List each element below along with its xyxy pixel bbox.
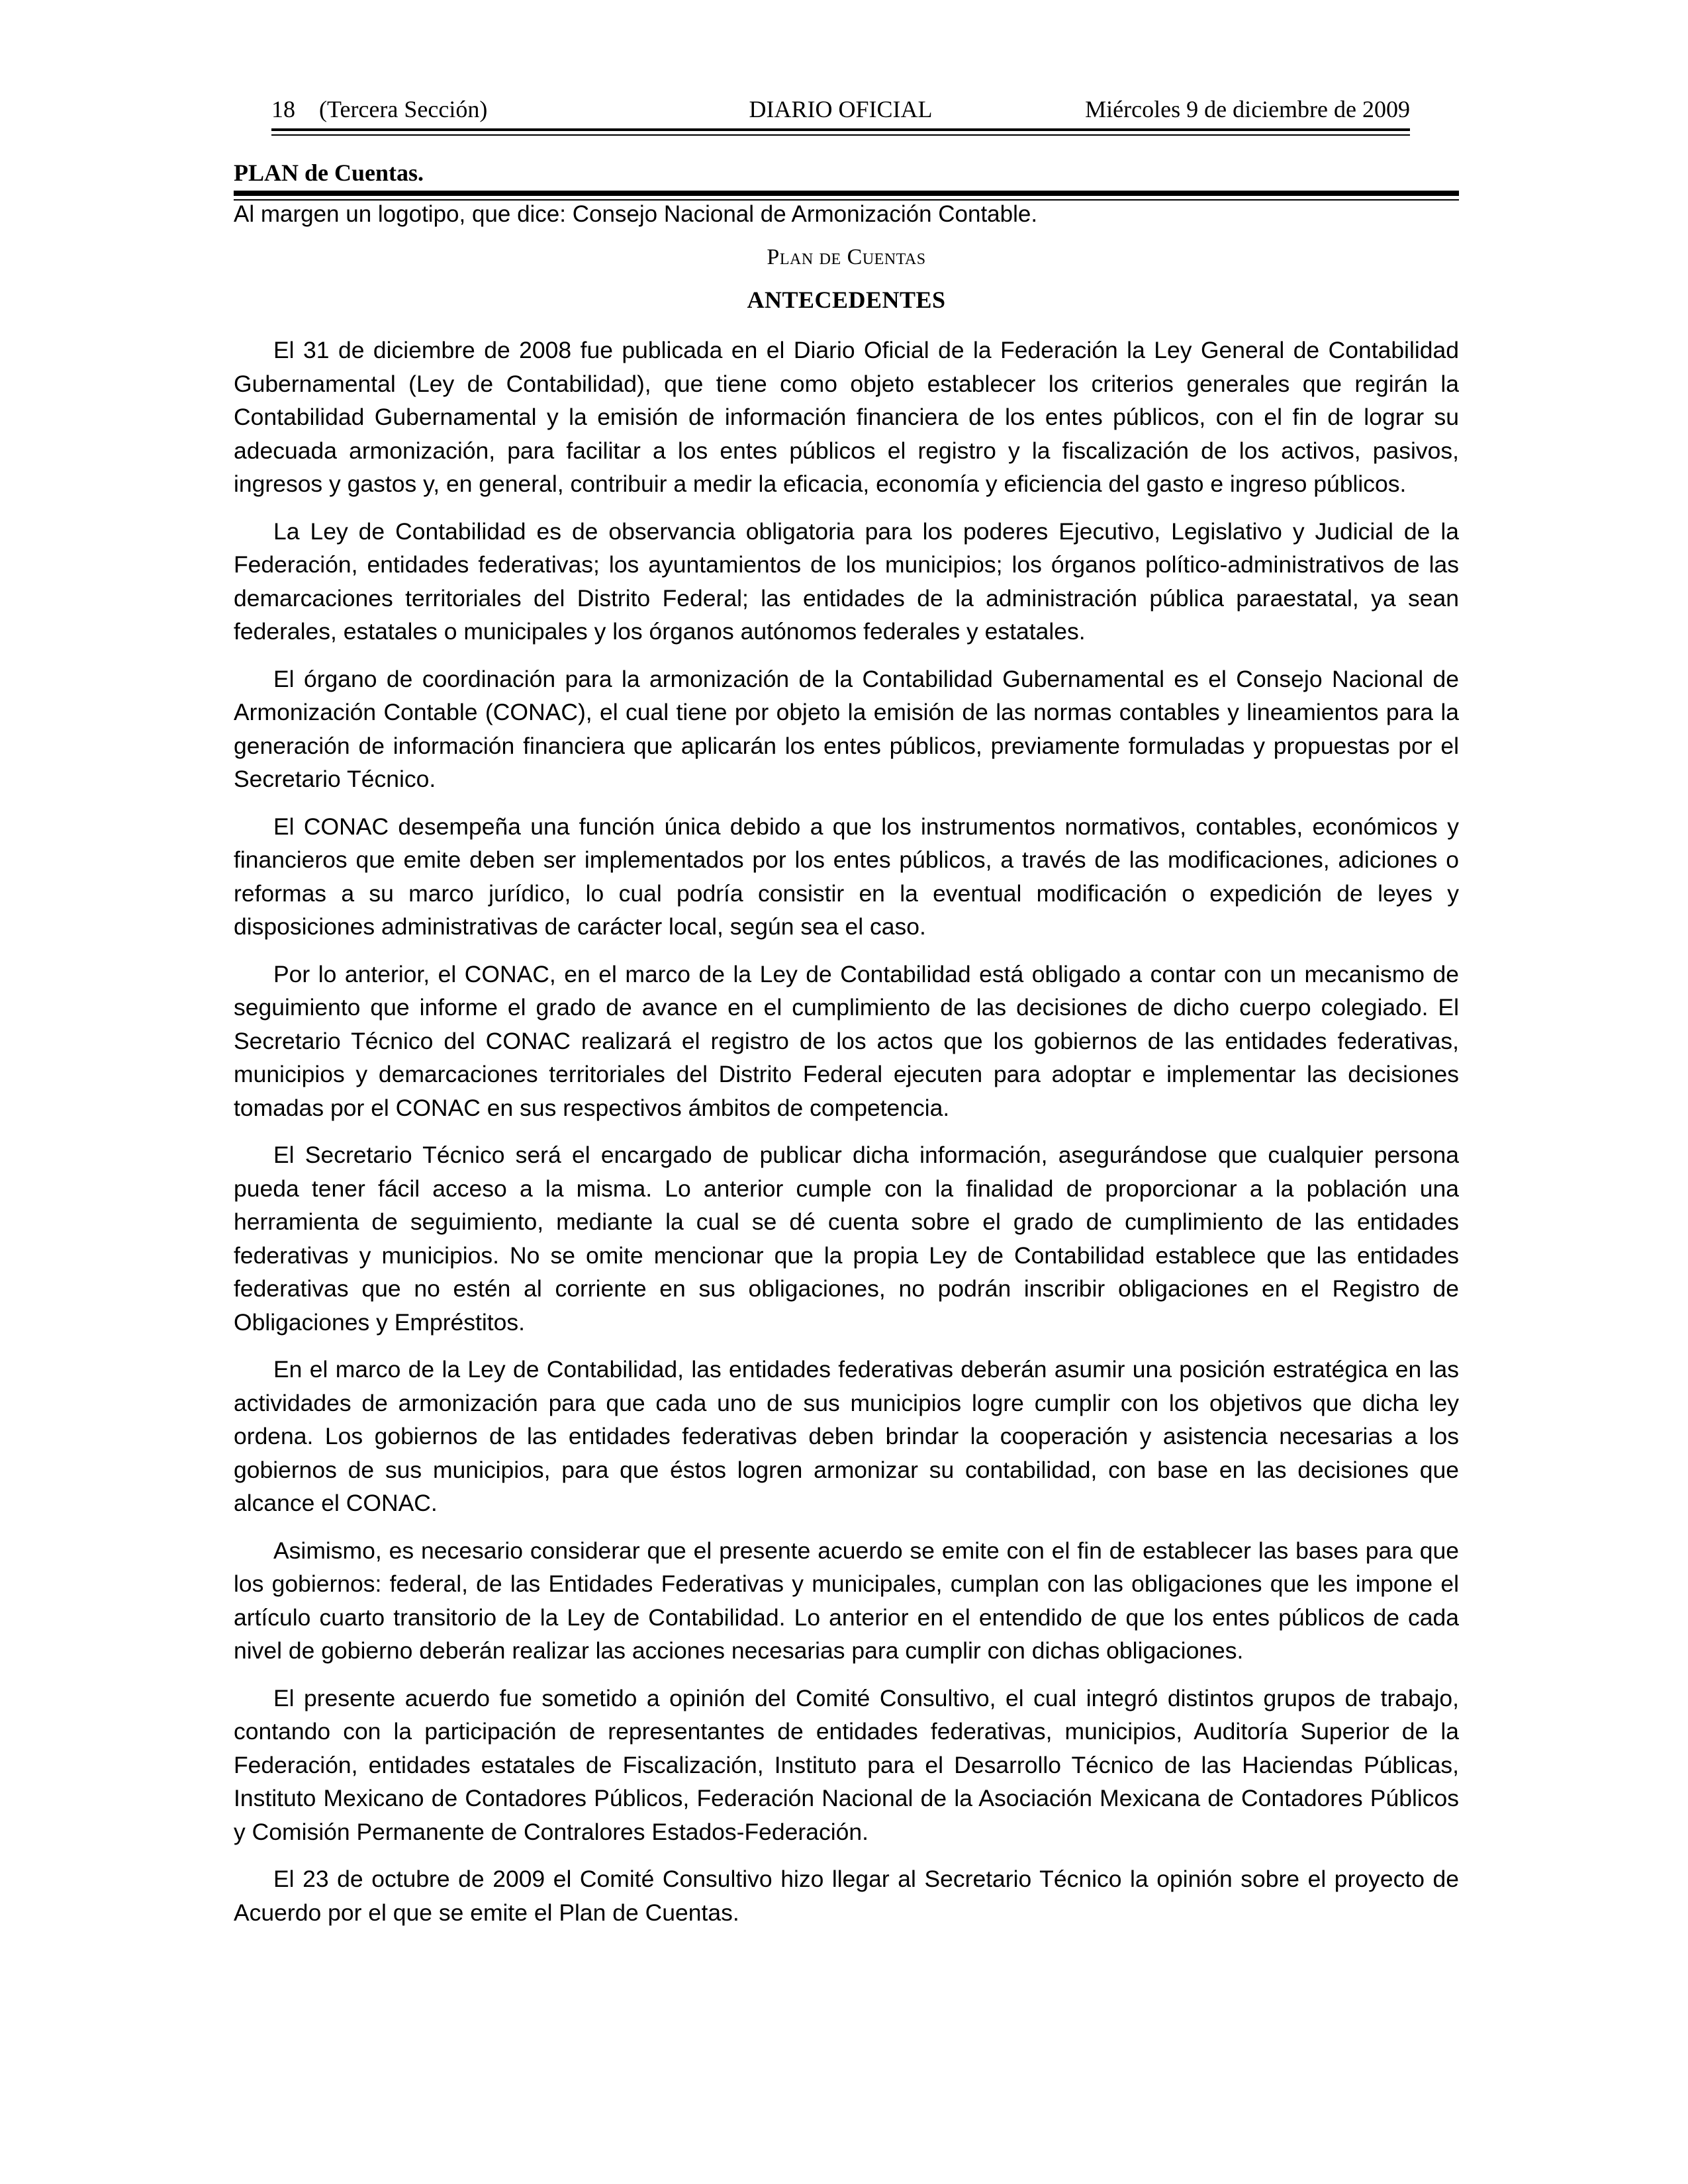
paragraph: El 31 de diciembre de 2008 fue publicada en el Diario Oficial de la Federación la Ley General de Contabilidad Gubernamental (Ley de Contabilidad), que tiene como objeto establecer los criterios generales que regirán la Contabilidad Gubernamental y la emisión de información financiera de los entes públicos, con el fin de lograr su adecuada armonización, para facilitar a los entes públicos el registro y la fiscalización de los activos, pasivos, ingresos y gastos y, en general, contribuir a medir la eficacia, economía y eficiencia del gasto e ingreso públicos. xyxy=(234,337,1459,497)
header-rule xyxy=(271,128,1410,136)
paragraph: El presente acuerdo fue sometido a opinión del Comité Consultivo, el cual integró distintos grupos de trabajo, contando con la participación de representantes de entidades federativas, municipios, Auditoría Superior de la Federación, entidades estatales de Fiscalización, Instituto para el Desarrollo Técnico de las Haciendas Públicas, Instituto Mexicano de Contadores Públicos, Federación Nacional de la Asociación Mexicana de Contadores Públicos y Comisión Permanente de Contralores Estados-Federación. xyxy=(234,1684,1459,1845)
section-rule xyxy=(234,191,1459,201)
section-number: (Tercera Sección) xyxy=(319,96,488,122)
paragraph: Asimismo, es necesario considerar que el presente acuerdo se emite con el fin de establecer las bases para que los gobiernos: federal, de las Entidades Federativas y municipales, cumplan con las obligaciones que les impone el artículo cuarto transitorio de la Ley de Contabilidad. Lo anterior en el entendido de que los entes públicos de cada nivel de gobierno deberán realizar las acciones necesarias para cumplir con dichas obligaciones. xyxy=(234,1537,1459,1664)
document-title: Plan de Cuentas xyxy=(767,245,926,269)
margin-note: Al margen un logotipo, que dice: Consejo Nacional de Armonización Contable. xyxy=(234,201,1038,227)
body-text xyxy=(234,334,1459,1943)
page-number: 18 xyxy=(271,96,295,122)
publication-date: Miércoles 9 de diciembre de 2009 xyxy=(1085,96,1410,122)
paragraph: Por lo anterior, el CONAC, en el marco de la Ley de Contabilidad está obligado a contar con un mecanismo de seguimiento que informe el grado de avance en el cumplimiento de las decisiones de dicho cuerpo colegiado. El Secretario Técnico del CONAC realizará el registro de los actos que los gobiernos de las entidades federativas, municipios y demarcaciones territoriales del Distrito Federal ejecuten para adoptar e implementar las decisiones tomadas por el CONAC en sus respectivos ámbitos de competencia. xyxy=(234,960,1459,1121)
section-heading: ANTECEDENTES xyxy=(747,287,946,313)
paragraph: El CONAC desempeña una función única debido a que los instrumentos normativos, contables, económicos y financieros que emite deben ser implementados por los entes públicos, a través de las modificaciones, adiciones o reformas a su marco jurídico, lo cual podría consistir en la eventual modificación o expedición de leyes y disposiciones administrativas de carácter local, según sea el caso. xyxy=(234,813,1459,940)
paragraph: La Ley de Contabilidad es de observancia obligatoria para los poderes Ejecutivo, Legislativo y Judicial de la Federación, entidades federativas; los ayuntamientos de los municipios; los órganos político-administrativos de las demarcaciones territoriales del Distrito Federal; las entidades de la administración pública paraestatal, ya sean federales, estatales o municipales y los órganos autónomos federales y estatales. xyxy=(234,518,1459,645)
paragraph: En el marco de la Ley de Contabilidad, las entidades federativas deberán asumir una posición estratégica en las actividades de armonización para que cada uno de sus municipios logre cumplir con los objetivos que dicha ley ordena. Los gobiernos de las entidades federativas deben brindar la cooperación y asistencia necesarias a los gobiernos de sus municipios, para que éstos logren armonizar su contabilidad, con base en las decisiones que alcance el CONAC. xyxy=(234,1356,1459,1516)
paragraph: El órgano de coordinación para la armonización de la Contabilidad Gubernamental es el Consejo Nacional de Armonización Contable (CONAC), el cual tiene por objeto la emisión de las normas contables y lineamientos para la generación de información financiera que aplicarán los entes públicos, previamente formuladas y propuestas por el Secretario Técnico. xyxy=(234,665,1459,792)
section-label: PLAN de Cuentas. xyxy=(234,159,424,186)
paragraph: El 23 de octubre de 2009 el Comité Consultivo hizo llegar al Secretario Técnico la opinión sobre el proyecto de Acuerdo por el que se emite el Plan de Cuentas. xyxy=(234,1866,1459,1926)
publication-name: DIARIO OFICIAL xyxy=(749,96,933,122)
paragraph: El Secretario Técnico será el encargado de publicar dicha información, asegurándose que cualquier persona pueda tener fácil acceso a la misma. Lo anterior cumple con la finalidad de proporcionar a la población una herramienta de seguimiento, mediante la cual se dé cuenta sobre el grado de cumplimiento de las entidades federativas y municipios. No se omite mencionar que la propia Ley de Contabilidad establece que las entidades federativas que no estén al corriente en sus obligaciones, no podrán inscribir obligaciones en el Registro de Obligaciones y Empréstitos. xyxy=(234,1142,1459,1336)
